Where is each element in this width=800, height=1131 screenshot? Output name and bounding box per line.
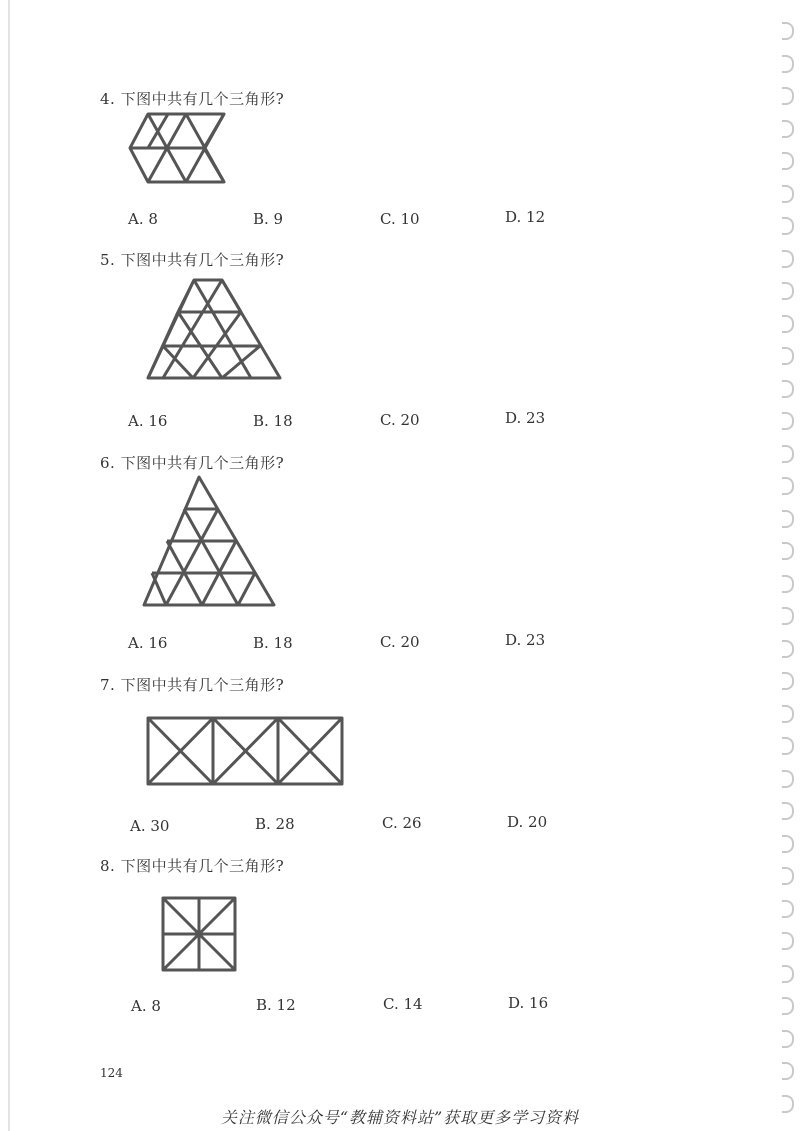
question-number: 8.: [100, 857, 116, 875]
binding-hole: [782, 640, 794, 658]
option-d[interactable]: D. 16: [508, 994, 549, 1012]
option-a[interactable]: A. 8: [128, 210, 158, 228]
binding-hole: [782, 120, 794, 138]
option-c[interactable]: C. 10: [380, 210, 420, 228]
option-c[interactable]: C. 14: [383, 995, 423, 1013]
binding-hole: [782, 802, 794, 820]
binding-hole: [782, 87, 794, 105]
page-edge: [8, 0, 10, 1131]
option-c[interactable]: C. 20: [380, 411, 420, 429]
binding-hole: [782, 55, 794, 73]
binding-hole: [782, 152, 794, 170]
binding-hole: [782, 932, 794, 950]
question-text: 下图中共有几个三角形?: [120, 90, 285, 108]
question-8-figure: [161, 896, 237, 972]
option-a[interactable]: A. 30: [130, 817, 170, 835]
option-b[interactable]: B. 18: [253, 412, 293, 430]
option-c[interactable]: C. 20: [380, 633, 420, 651]
option-d[interactable]: D. 23: [505, 409, 546, 427]
binding-hole: [782, 672, 794, 690]
option-d[interactable]: D. 23: [505, 631, 546, 649]
binding-hole: [782, 412, 794, 430]
binding-hole: [782, 542, 794, 560]
question-8-title: [100, 855, 284, 876]
binding-hole: [782, 250, 794, 268]
binding-hole: [782, 477, 794, 495]
big-triangle-figure: [142, 475, 276, 607]
option-b[interactable]: B. 28: [255, 815, 295, 833]
option-a[interactable]: A. 16: [128, 634, 168, 652]
binding-hole: [782, 965, 794, 983]
option-d[interactable]: D. 12: [505, 208, 546, 226]
binding-hole: [782, 770, 794, 788]
binding-hole: [782, 510, 794, 528]
question-number: 6.: [100, 454, 116, 472]
question-4-figure: [128, 112, 228, 184]
option-b[interactable]: B. 9: [253, 210, 284, 228]
option-a[interactable]: A. 8: [131, 997, 161, 1015]
footer-note: 关注微信公众号“教辅资料站”获取更多学习资料: [220, 1108, 580, 1127]
binding-hole: [782, 575, 794, 593]
square-grid-diagonals-figure: [161, 896, 237, 972]
rectangles-with-diagonals-figure: [146, 716, 344, 786]
question-number: 4.: [100, 90, 116, 108]
binding-hole: [782, 737, 794, 755]
trapezoid-triangle-figure: [146, 278, 282, 380]
page-number: 124: [100, 1066, 123, 1080]
question-text: 下图中共有几个三角形?: [120, 454, 285, 472]
option-b[interactable]: B. 12: [256, 996, 296, 1014]
option-b[interactable]: B. 18: [253, 634, 293, 652]
question-number: 5.: [100, 251, 116, 269]
question-7-figure: [146, 716, 344, 786]
binding-hole: [782, 22, 794, 40]
binding-hole: [782, 900, 794, 918]
binding-hole: [782, 867, 794, 885]
binding-hole: [782, 380, 794, 398]
binding-hole: [782, 185, 794, 203]
triangle-parallelogram-figure: [128, 112, 228, 184]
question-5-figure: [146, 278, 282, 380]
question-6-title: [100, 452, 284, 473]
binding-hole: [782, 835, 794, 853]
binding-holes: [770, 0, 800, 1131]
question-6-figure: [142, 475, 276, 607]
question-text: 下图中共有几个三角形?: [120, 251, 285, 269]
binding-hole: [782, 445, 794, 463]
binding-hole: [782, 997, 794, 1015]
option-d[interactable]: D. 20: [507, 813, 548, 831]
question-5-title: [100, 249, 284, 270]
binding-hole: [782, 705, 794, 723]
binding-hole: [782, 347, 794, 365]
question-7-title: [100, 674, 284, 695]
binding-hole: [782, 315, 794, 333]
question-text: 下图中共有几个三角形?: [120, 857, 285, 875]
question-number: 7.: [100, 676, 116, 694]
binding-hole: [782, 217, 794, 235]
binding-hole: [782, 1095, 794, 1113]
option-a[interactable]: A. 16: [128, 412, 168, 430]
option-c[interactable]: C. 26: [382, 814, 422, 832]
binding-hole: [782, 607, 794, 625]
binding-hole: [782, 1062, 794, 1080]
binding-hole: [782, 1030, 794, 1048]
question-4-title: [100, 88, 284, 109]
question-text: 下图中共有几个三角形?: [120, 676, 285, 694]
binding-hole: [782, 282, 794, 300]
